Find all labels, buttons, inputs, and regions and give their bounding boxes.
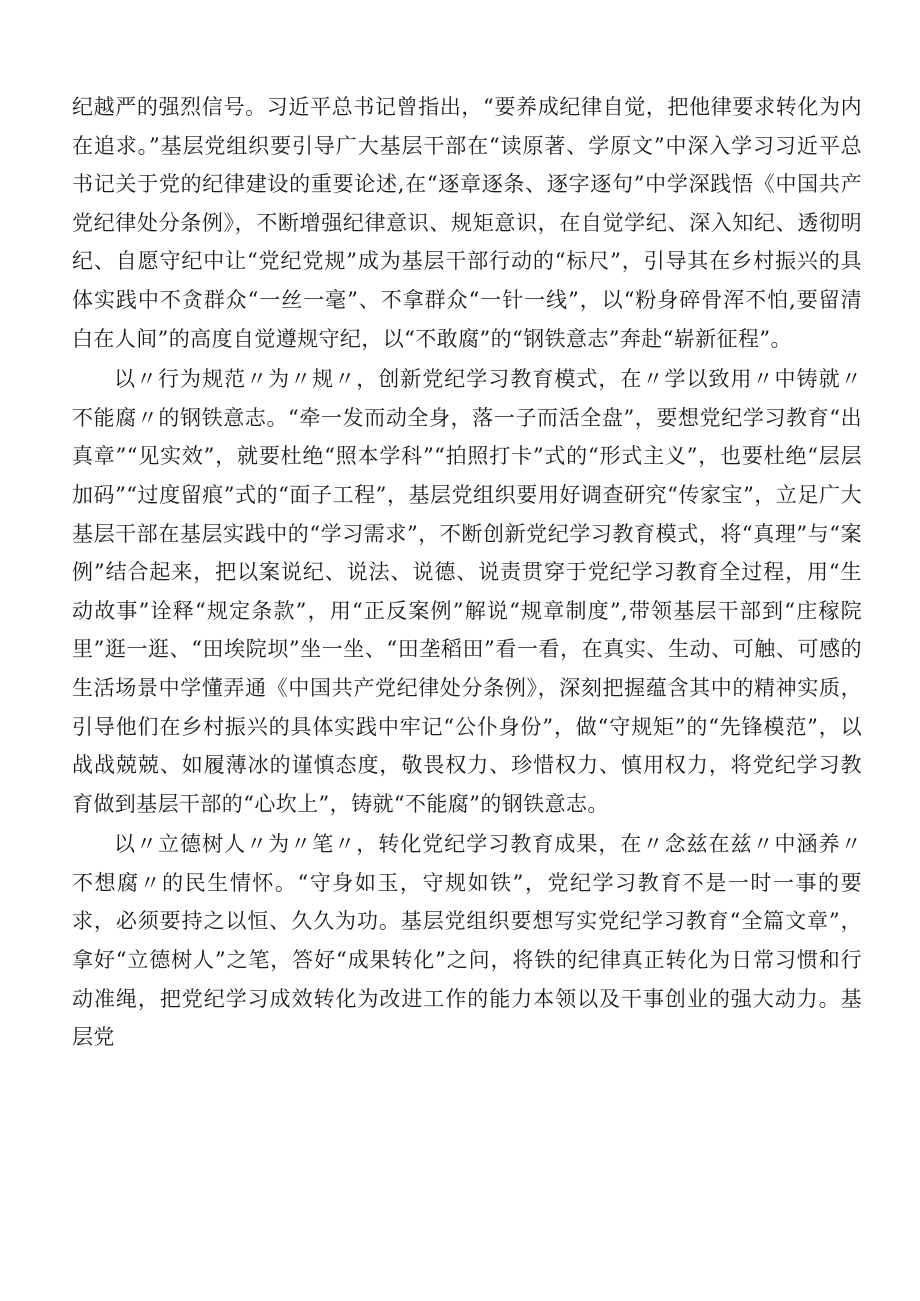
- paragraph-moral-education: 以〃立德树人〃为〃笔〃，转化党纪学习教育成果，在〃念兹在兹〃中涵养〃不想腐〃的民生情怀。“守身如玉，守规如铁”，党纪学习教育不是一时一事的要求，必须要持之以恒、久久为功。基层党组织要想写实党纪学习教育“全篇文章”，拿好“立德树人”之笔，答好“成果转化”之问，将铁的纪律真正转化为日常习惯和行动准绳，把党纪学习成效转化为改进工作的能力本领以及干事创业的强大动力。基层党: [72, 832, 862, 1050]
- paragraph-behavior-norms: 以〃行为规范〃为〃规〃，创新党纪学习教育模式，在〃学以致用〃中铸就〃不能腐〃的钢铁意志。“牵一发而动全身，落一子而活全盘”，要想党纪学习教育“出真章”“见实效”，就要杜绝“照本学科”“拍照打卡”式的“形式主义”，也要杜绝“层层加码”“过度留痕”式的“面子工程”，基层党组织要用好调查研究“传家宝”，立足广大基层干部在基层实践中的“学习需求”，不断创新党纪学习教育模式，将“真理”与“案例”结合起来，把以案说纪、说法、说德、说责贯穿于党纪学习教育全过程，用“生动故事”诠释“规定条款”，用“正反案例”解说“规章制度”,带领基层干部到“庄稼院里”逛一逛、“田埃院坝”坐一坐、“田垄稻田”看一看，在真实、生动、可触、可感的生活场景中学懂弄通《中国共产党纪律处分条例》，深刻把握蕴含其中的精神实质，引导他们在乡村振兴的具体实践中牢记“公仆身份”，做“守规矩”的“先锋模范”，以战战兢兢、如履薄冰的谨慎态度，敬畏权力、珍惜权力、慎用权力，将党纪学习教育做到基层干部的“心坎上”，铸就“不能腐”的钢铁意志。: [72, 367, 862, 816]
- paragraph-continued: 纪越严的强烈信号。习近平总书记曾指出，“要养成纪律自觉，把他律要求转化为内在追求。”基层党组织要引导广大基层干部在“读原著、学原文”中深入学习习近平总书记关于党的纪律建设的重要论述,在“逐章逐条、逐字逐句”中学深践悟《中国共产党纪律处分条例》，不断增强纪律意识、规矩意识，在自觉学纪、深入知纪、透彻明纪、自愿守纪中让“党纪党规”成为基层干部行动的“标尺”，引导其在乡村振兴的具体实践中不贪群众“一丝一毫”、不拿群众“一针一线”，以“粉身碎骨浑不怕,要留清白在人间”的高度自觉遵规守纪，以“不敢腐”的“钢铁意志”奔赴“崭新征程”。: [72, 95, 862, 351]
- document-page: [72, 88, 862, 1057]
